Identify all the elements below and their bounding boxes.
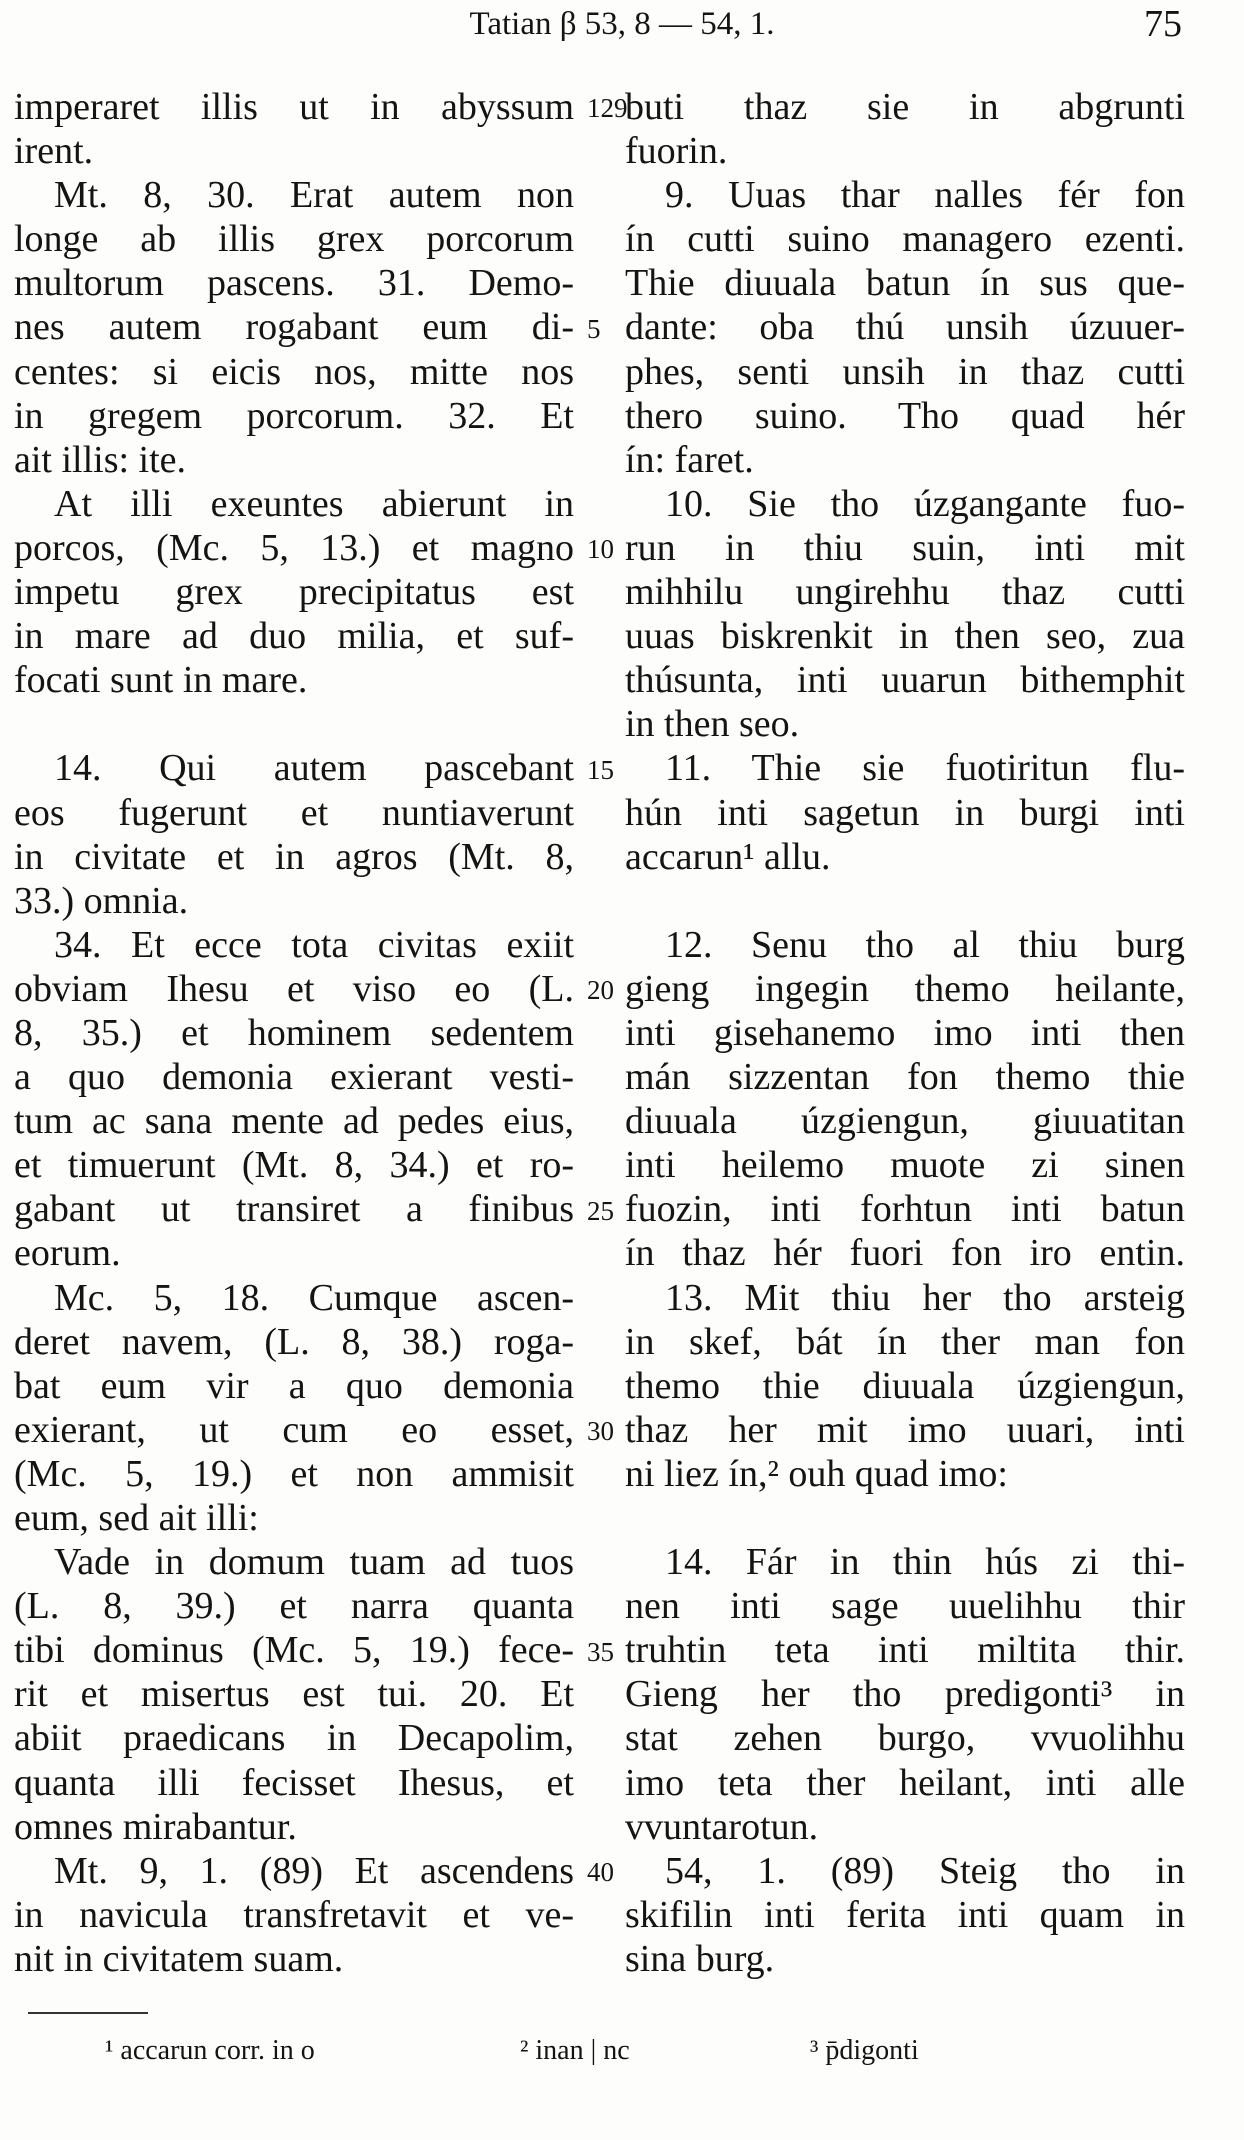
latin-line: tum ac sana mente ad pedes eius, [14, 1100, 574, 1143]
ohg-line: ín thaz hér fuori fon iro entin. [625, 1232, 1185, 1275]
ohg-line: 10. Sie tho úzgangante fuo- [665, 482, 1185, 525]
latin-line: eum, sed ait illi: [14, 1497, 259, 1539]
ohg-line: 14. Fár in thin hús zi thi- [665, 1541, 1185, 1584]
ohg-line: ín: faret. [625, 438, 754, 481]
latin-line: nes autem rogabant eum di- [14, 306, 574, 349]
ohg-line: dante: oba thú unsih úzuuer- [625, 306, 1185, 349]
running-header: Tatian β 53, 8 — 54, 1. [469, 6, 775, 42]
ohg-line: thaz her mit imo uuari, inti [625, 1408, 1185, 1451]
ohg-line: vvuntarotun. [625, 1805, 819, 1848]
latin-line: Mt. 8, 30. Erat autem non [54, 174, 574, 217]
latin-line: 8, 35.) et hominem sedentem [14, 1011, 574, 1054]
latin-line: imperaret illis ut in abyssum [14, 86, 574, 128]
latin-line: focati sunt in mare. [14, 659, 308, 702]
line-number: 30 [587, 1416, 614, 1446]
ohg-line: nen inti sage uuelihhu thir [625, 1585, 1185, 1628]
latin-line: multorum pascens. 31. Demo- [14, 262, 574, 305]
latin-line: obviam Ihesu et viso eo (L. [14, 967, 574, 1010]
latin-line: omnes mirabantur. [14, 1805, 297, 1848]
ohg-line: Gieng her tho predigonti³ in [625, 1673, 1185, 1716]
ohg-line: 12. Senu tho al thiu burg [665, 923, 1185, 966]
latin-line: eorum. [14, 1232, 121, 1275]
latin-line: Mc. 5, 18. Cumque ascen- [54, 1276, 574, 1319]
ohg-line: in skef, bát ín ther man fon [625, 1320, 1185, 1363]
latin-line: bat eum vir a quo demonia [14, 1364, 574, 1407]
page-number: 75 [1144, 3, 1182, 45]
ohg-line: imo teta ther heilant, inti alle [625, 1761, 1185, 1804]
ohg-line: 9. Uuas thar nalles fér fon [665, 174, 1185, 217]
latin-line: et timuerunt (Mt. 8, 34.) et ro- [14, 1144, 574, 1187]
ohg-line: ni liez ín,² ouh quad imo: [625, 1452, 1008, 1495]
latin-line: ait illis: ite. [14, 438, 187, 481]
latin-line: exierant, ut cum eo esset, [14, 1408, 574, 1451]
latin-line: nit in civitatem suam. [14, 1937, 344, 1980]
ohg-line: gieng ingegin themo heilante, [625, 967, 1185, 1010]
ohg-line: run in thiu suin, inti mit [625, 526, 1185, 569]
ohg-line: Thie diuuala batun ín sus que- [625, 262, 1185, 305]
ohg-line: accarun¹ allu. [625, 835, 831, 878]
latin-line: centes: si eicis nos, mitte nos [14, 350, 574, 393]
latin-line: (L. 8, 39.) et narra quanta [14, 1585, 574, 1628]
line-number: 15 [587, 754, 614, 785]
latin-line: impetu grex precipitatus est [14, 571, 574, 614]
ohg-line: mihhilu ungirehhu thaz cutti [625, 571, 1185, 614]
line-number: 20 [587, 975, 614, 1005]
ohg-line: uuas biskrenkit in then seo, zua [625, 615, 1185, 658]
latin-line: deret navem, (L. 8, 38.) roga- [14, 1320, 574, 1363]
ohg-line: thúsunta, inti uuarun bithemphit [625, 659, 1185, 702]
ohg-line: themo thie diuuala úzgiengun, [625, 1364, 1185, 1407]
line-number: 129 [587, 93, 628, 123]
ohg-line: in then seo. [625, 703, 800, 746]
ohg-line: ín cutti suino managero ezenti. [625, 218, 1185, 261]
ohg-line: fuorin. [625, 130, 728, 173]
latin-line: in mare ad duo milia, et suf- [14, 615, 574, 658]
latin-line: in navicula transfretavit et ve- [14, 1893, 574, 1936]
latin-line: rit et misertus est tui. 20. Et [14, 1673, 574, 1716]
latin-line: 33.) omnia. [14, 879, 189, 922]
latin-column [14, 85, 574, 1981]
latin-line: eos fugerunt et nuntiaverunt [14, 791, 574, 834]
ohg-line: fuozin, inti forhtun inti batun [625, 1188, 1185, 1231]
latin-line: 34. Et ecce tota civitas exiit [54, 923, 574, 966]
footnote-rule [28, 2012, 148, 2014]
ohg-line: thero suino. Tho quad hér [625, 394, 1185, 437]
latin-line: porcos, (Mc. 5, 13.) et magno [14, 526, 574, 569]
ohg-line: phes, senti unsih in thaz cutti [625, 350, 1185, 393]
line-number: 10 [587, 534, 614, 564]
ohg-line: skifilin inti ferita inti quam in [625, 1893, 1185, 1936]
latin-line: tibi dominus (Mc. 5, 19.) fece- [14, 1629, 574, 1672]
ohg-line: stat zehen burgo, vvuolihhu [625, 1717, 1185, 1760]
blank-line [625, 879, 1185, 923]
ohg-line: truhtin teta inti miltita thir. [625, 1629, 1185, 1672]
latin-line: a quo demonia exierant vesti- [14, 1056, 574, 1099]
ohg-line: 11. Thie sie fuotiritun flu- [665, 747, 1185, 790]
line-number: 5 [587, 313, 601, 344]
line-number: 25 [587, 1195, 614, 1226]
line-number: 40 [587, 1857, 614, 1887]
old-high-german-column [625, 85, 1185, 1981]
ohg-line: 13. Mit thiu her tho arsteig [665, 1276, 1185, 1319]
line-number: 35 [587, 1636, 614, 1667]
latin-line: 14. Qui autem pascebant [54, 747, 574, 790]
ohg-line: hún inti sagetun in burgi inti [625, 791, 1185, 834]
ohg-line: inti gisehanemo imo inti then [625, 1011, 1185, 1054]
latin-line: longe ab illis grex porcorum [14, 218, 574, 261]
latin-line: abiit praedicans in Decapolim, [14, 1717, 574, 1760]
footnote-1: ¹ accarun corr. in o [105, 2035, 315, 2066]
latin-line: Vade in domum tuam ad tuos [54, 1541, 574, 1584]
latin-line: Mt. 9, 1. (89) Et ascendens [54, 1849, 574, 1892]
latin-line: At illi exeuntes abierunt in [54, 482, 574, 525]
ohg-line: diuuala úzgiengun, giuuatitan [625, 1100, 1185, 1143]
blank-line [625, 1496, 1185, 1540]
ohg-line: 54, 1. (89) Steig tho in [665, 1849, 1185, 1892]
ohg-line: mán sizzentan fon themo thie [625, 1056, 1185, 1099]
ohg-line: sina burg. [625, 1937, 775, 1980]
latin-line: irent. [14, 130, 94, 173]
latin-line: quanta illi fecisset Ihesus, et [14, 1761, 574, 1804]
latin-line: in gregem porcorum. 32. Et [14, 394, 574, 437]
footnote-3: ³ p̄digonti [810, 2035, 919, 2066]
ohg-line: buti thaz sie in abgrunti [625, 86, 1185, 128]
ohg-line: inti heilemo muote zi sinen [625, 1144, 1185, 1187]
footnote-2: ² inan | nc [520, 2035, 630, 2066]
blank-line [14, 702, 574, 746]
latin-line: in civitate et in agros (Mt. 8, [14, 835, 574, 878]
latin-line: (Mc. 5, 19.) et non ammisit [14, 1452, 574, 1495]
latin-line: gabant ut transiret a finibus [14, 1188, 574, 1231]
